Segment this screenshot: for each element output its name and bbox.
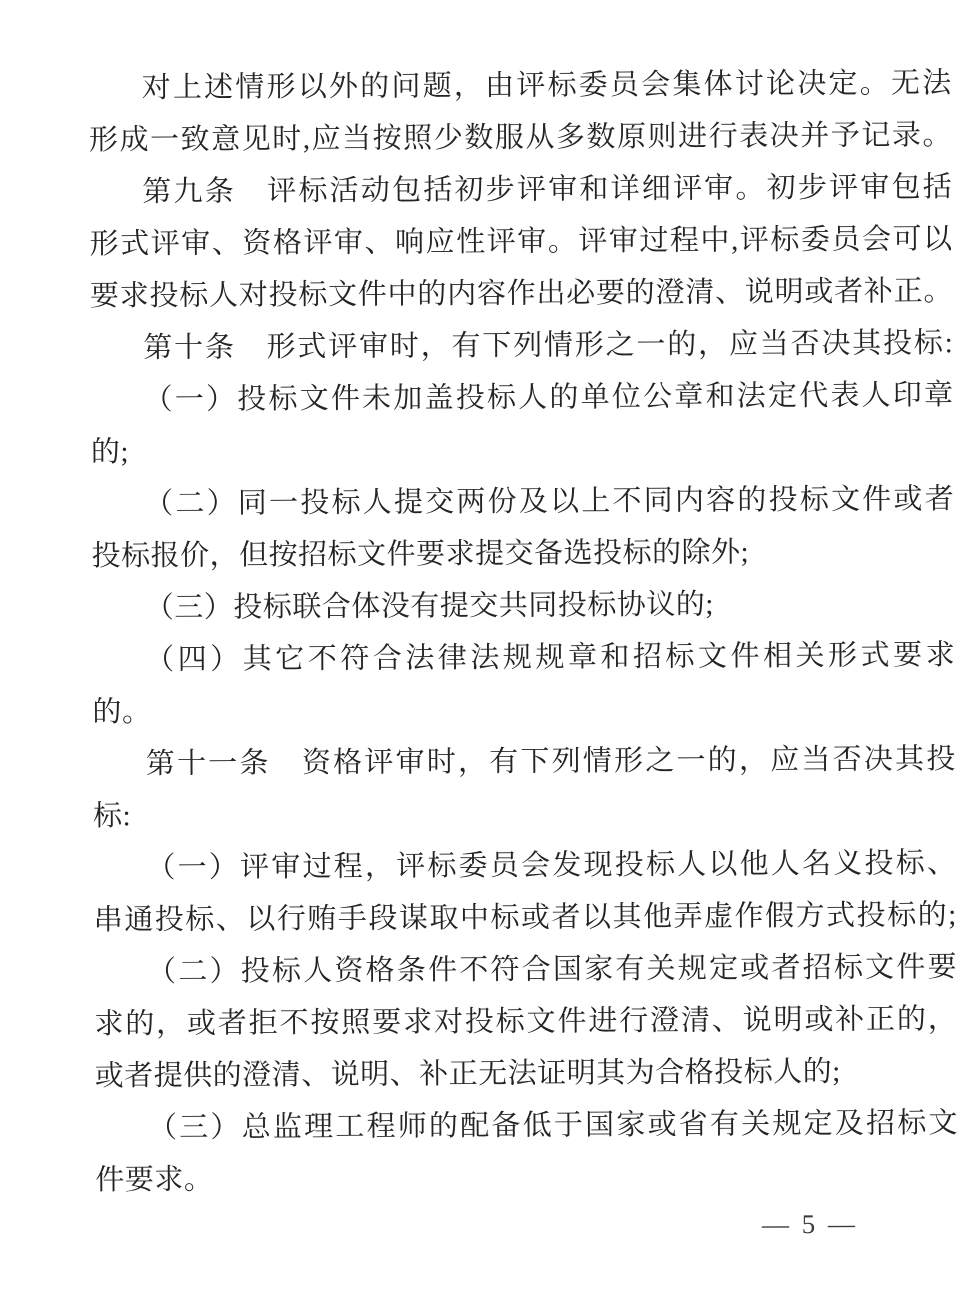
text-line: 第十条 形式评审时，有下列情形之一的，应当否决其投标: — [143, 327, 954, 365]
text-line: 件要求。 — [95, 1163, 214, 1197]
text-line: 形式评审、资格评审、响应性评审。评审过程中,评标委员会可以 — [89, 223, 953, 261]
text-line: 求的，或者拒不按照要求对投标文件进行澄清、说明或补正的， — [94, 1003, 958, 1041]
text-line: 的。 — [92, 696, 152, 729]
text-line: 投标报价，但按招标文件要求提交备选投标的除外; — [91, 536, 750, 573]
text-line: 要求投标人对投标文件中的内容作出必要的澄清、说明或者补正。 — [89, 275, 954, 313]
text-line: 第十一条 资格评审时，有下列情形之一的，应当否决其投 — [145, 743, 956, 781]
text-line: （一）投标文件未加盖投标人的单位公章和法定代表人印章 — [143, 379, 954, 417]
document-body — [0, 57, 980, 1207]
text-line: （一）评审过程，评标委员会发现投标人以他人名义投标、 — [146, 847, 957, 885]
text-line: 串通投标、以行贿手段谋取中标或者以其他弄虚作假方式投标的; — [93, 899, 957, 937]
text-line: （二）投标人资格条件不符合国家有关规定或者招标文件要 — [146, 951, 958, 989]
text-line: （四）其它不符合法律法规规章和招标文件相关形式要求 — [145, 639, 956, 677]
text-line: 或者提供的澄清、说明、补正无法证明其为合格投标人的; — [94, 1055, 841, 1093]
text-line: （三）投标联合体没有提交共同投标协议的; — [144, 588, 714, 625]
text-line: 第九条 评标活动包括初步评审和详细评审。初步评审包括 — [142, 171, 953, 209]
page-number: — 5 — — [761, 1208, 859, 1240]
text-line: （二）同一投标人提交两份及以上不同内容的投标文件或者 — [144, 483, 955, 521]
text-line: 形成一致意见时,应当按照少数服从多数原则进行表决并予记录。 — [88, 119, 953, 157]
text-line: 对上述情形以外的问题，由评标委员会集体讨论决定。无法 — [141, 67, 952, 105]
text-line: 标: — [93, 800, 132, 833]
text-line: 的; — [90, 436, 130, 469]
text-line: （三）总监理工程师的配备低于国家或省有关规定及招标文 — [147, 1107, 959, 1145]
